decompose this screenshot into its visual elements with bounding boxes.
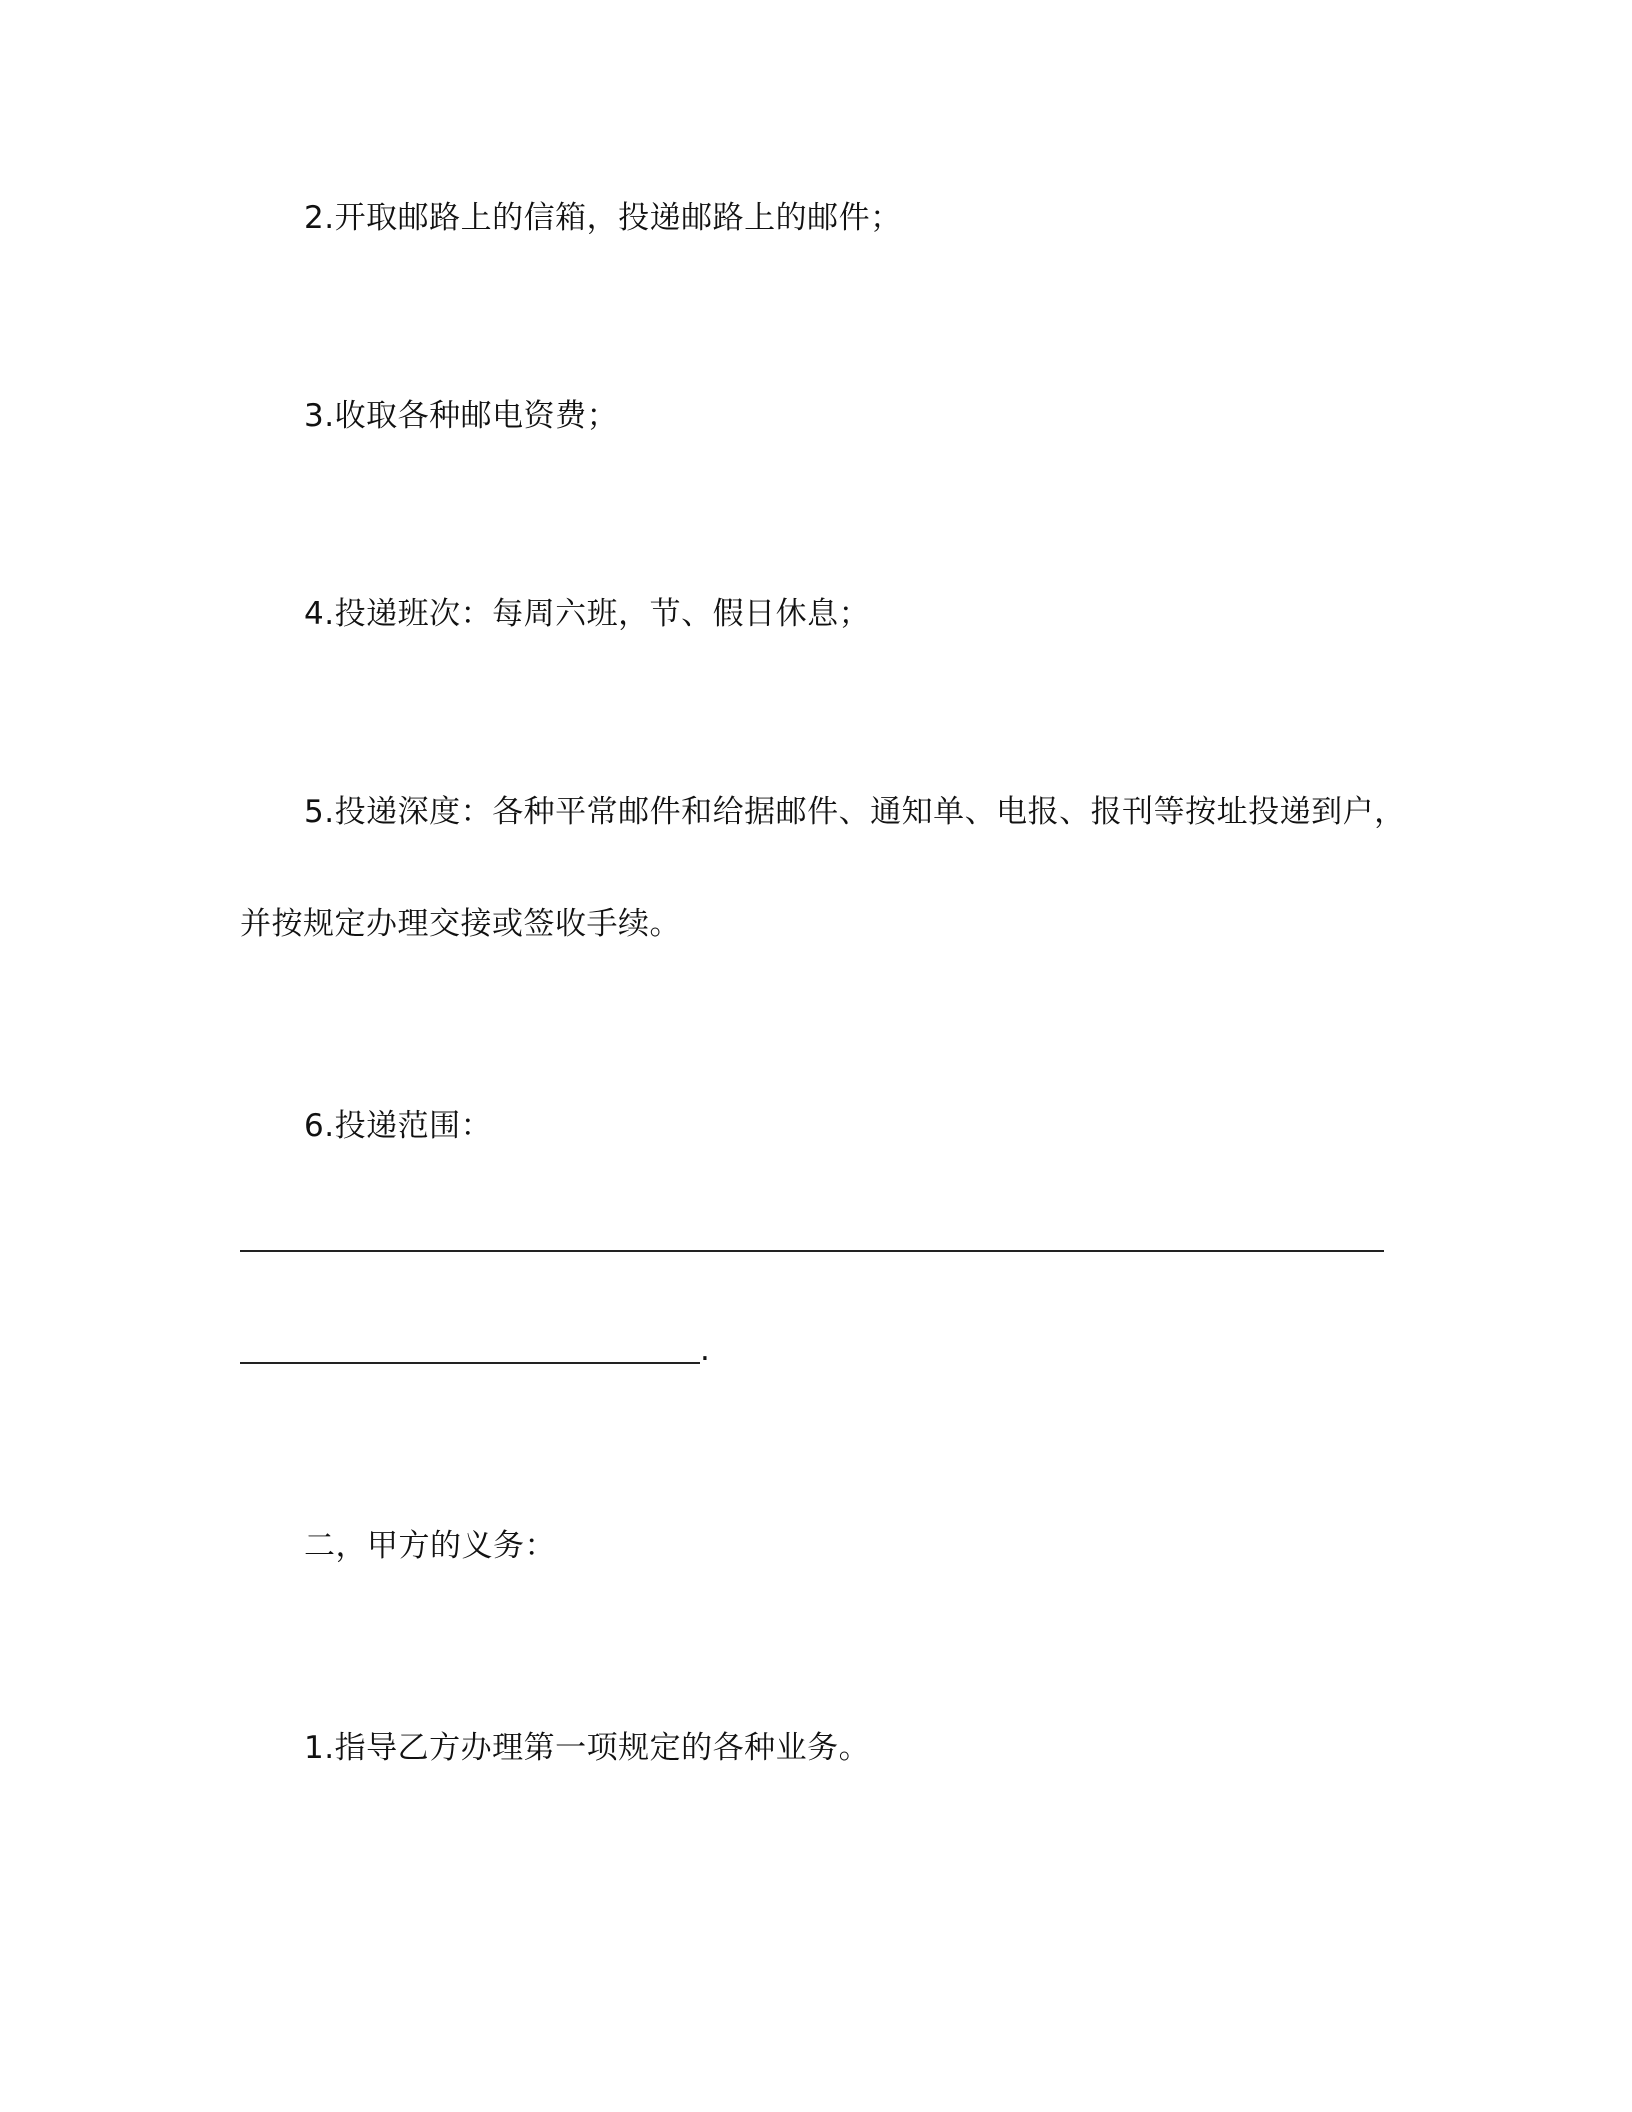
fill-in-blank-end-period: . bbox=[700, 1332, 710, 1368]
duty-item-1: 1.指导乙方办理第一项规定的各种业务。 bbox=[304, 1730, 871, 1766]
clause-item-5-line-1: 5.投递深度：各种平常邮件和给据邮件、通知单、电报、报刊等按址投递到户， bbox=[304, 794, 1406, 830]
clause-item-6: 6.投递范围： bbox=[304, 1108, 493, 1144]
fill-in-blank-line-2 bbox=[240, 1362, 700, 1364]
section-2-heading: 二，甲方的义务： bbox=[304, 1528, 556, 1564]
fill-in-blank-line-1 bbox=[240, 1250, 1384, 1252]
clause-item-2: 2.开取邮路上的信箱，投递邮路上的邮件； bbox=[304, 200, 902, 236]
clause-item-4: 4.投递班次：每周六班，节、假日休息； bbox=[304, 596, 871, 632]
clause-item-3: 3.收取各种邮电资费； bbox=[304, 398, 619, 434]
clause-item-5-line-2: 并按规定办理交接或签收手续。 bbox=[240, 906, 681, 942]
